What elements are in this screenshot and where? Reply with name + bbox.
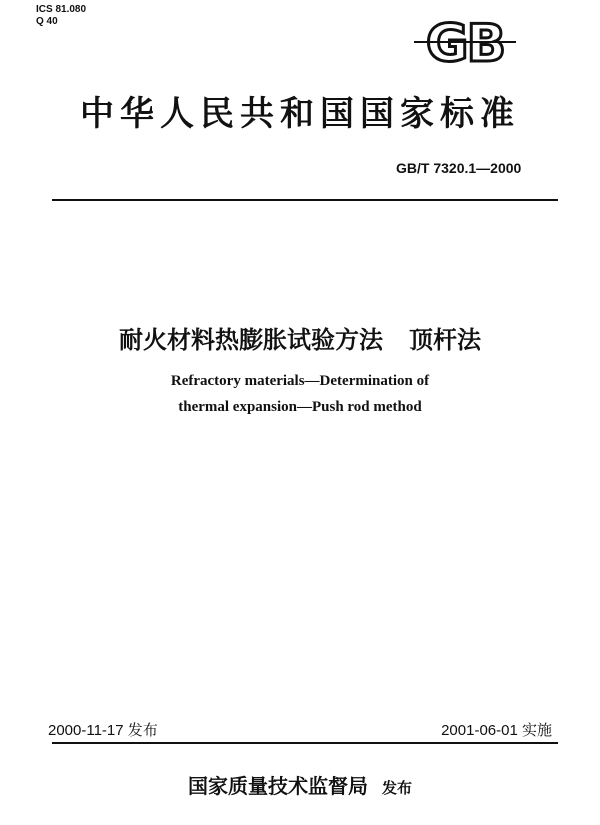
document-title-zh [0,320,600,355]
gb-logo [410,17,520,67]
gb-logo-text: GB [425,17,505,67]
ccs-code: Q 40 [36,16,58,27]
bottom-divider [52,742,558,744]
issuing-authority [0,770,600,799]
document-title-en-line2: thermal expansion—Push rod method [178,399,422,415]
ics-code: ICS 81.080 [36,4,87,15]
issuer-name: 国家质量技术监督局 [187,774,368,798]
implementation-date: 2001-06-01 实施 [441,722,552,739]
document-title-en-line1: Refractory materials—Determination of [170,373,430,389]
document-title-en [0,368,600,420]
issuer-action: 发布 [381,779,412,797]
top-divider [52,199,558,201]
document-title-zh-main: 耐火材料热膨胀试验方法 [119,326,383,354]
standard-number: GB/T 7320.1—2000 [396,160,522,176]
standard-title: 中华人民共和国国家标准 [80,94,520,134]
issue-date: 2000-11-17 发布 [48,722,158,739]
document-title-zh-sub: 顶杆法 [409,326,481,354]
classification-codes [36,4,86,28]
